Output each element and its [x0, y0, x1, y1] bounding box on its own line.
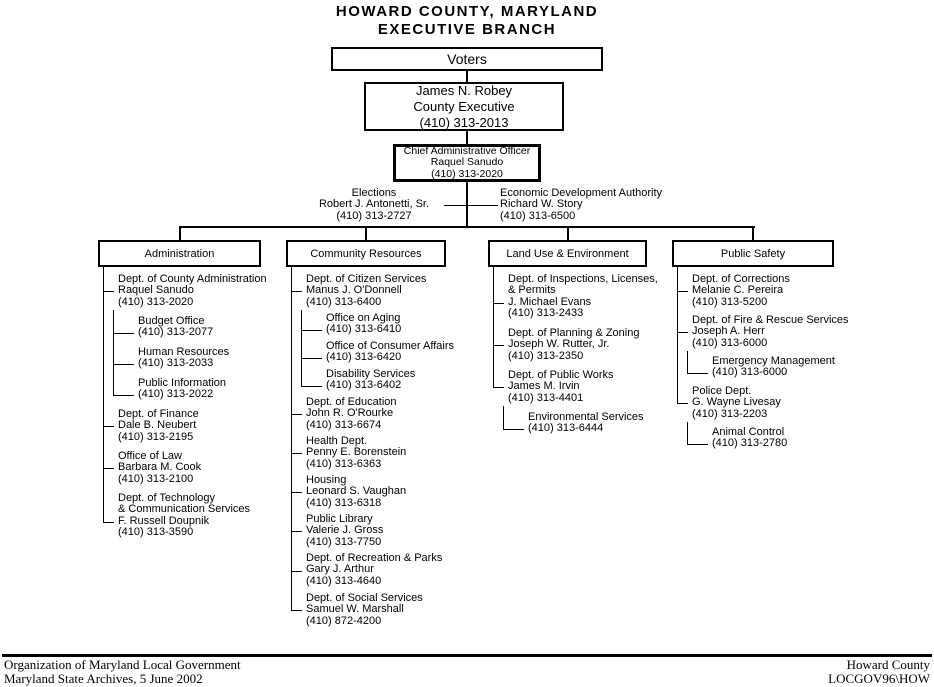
org-item-line: (410) 313-2022	[138, 388, 214, 401]
eda-label: Economic Development Authority	[500, 187, 663, 199]
connector-tick	[291, 414, 302, 415]
org-item-line: (410) 313-4401	[508, 391, 584, 404]
org-item-line: (410) 313-2350	[508, 349, 584, 362]
org-item-line: & Communication Services	[118, 503, 251, 516]
connector-voters-executive	[466, 71, 468, 82]
connector-tick	[301, 358, 322, 359]
connector-column-drop	[752, 226, 754, 240]
voters-box	[331, 47, 603, 71]
page-title	[0, 3, 934, 39]
org-item-line: Raquel Sanudo	[118, 284, 194, 297]
org-item-line: Animal Control	[712, 426, 785, 438]
org-item	[326, 341, 454, 364]
connector-tick	[291, 492, 302, 493]
org-item-line: Dept. of Recreation & Parks	[306, 552, 443, 564]
cao-name: Raquel Sanudo	[430, 156, 504, 169]
column-header-label: Community Resources	[310, 247, 422, 260]
connector-tick	[687, 373, 708, 374]
org-item-line: Health Dept.	[306, 435, 368, 447]
connector-tick	[687, 444, 708, 445]
org-item	[306, 593, 423, 627]
org-item-line: Emergency Management	[712, 355, 835, 367]
org-item-line: Office of Consumer Affairs	[326, 340, 454, 352]
column-header-box	[488, 240, 647, 267]
connector-column-drop	[567, 226, 569, 240]
elections-phone: (410) 313-2727	[336, 209, 412, 222]
executive-title: County Executive	[413, 98, 515, 114]
org-item-line: Dept. of Technology	[118, 492, 216, 504]
org-item-line: Housing	[306, 474, 347, 486]
footer-left	[4, 658, 241, 685]
org-item-line: (410) 313-2033	[138, 357, 214, 370]
connector-tick	[677, 332, 688, 333]
org-item-line: Dept. of Corrections	[692, 273, 790, 285]
org-item	[118, 493, 250, 539]
connector-eda-dash	[468, 205, 498, 206]
connector-tick	[301, 386, 322, 387]
org-item	[712, 427, 787, 450]
elections-label: Elections	[351, 187, 397, 199]
connector-column-drop	[365, 226, 367, 240]
org-item	[692, 274, 790, 308]
connector-tick	[103, 522, 114, 523]
org-item-line: (410) 313-6000	[712, 366, 788, 379]
org-item-line: Barbara M. Cook	[118, 461, 202, 474]
org-item	[508, 328, 639, 362]
org-item-line: Office of Law	[118, 450, 182, 462]
connector-tick	[113, 395, 134, 396]
org-item	[306, 475, 406, 509]
connector-tick	[291, 291, 302, 292]
org-item	[528, 412, 644, 435]
connector-sub-trunk	[503, 406, 504, 430]
org-item	[306, 553, 442, 587]
org-item-line: (410) 313-7750	[306, 535, 382, 548]
connector-elections-dash	[444, 205, 466, 206]
org-item	[138, 378, 226, 401]
footer-right	[828, 658, 930, 685]
column-header-box	[672, 240, 834, 267]
org-item-line: (410) 313-6402	[326, 379, 402, 392]
org-item	[306, 514, 383, 548]
org-item	[138, 316, 213, 339]
connector-tick	[493, 387, 504, 388]
connector-tick	[113, 333, 134, 334]
org-item-line: Human Resources	[138, 346, 230, 358]
org-item-line: (410) 313-2433	[508, 307, 584, 320]
org-item-line: (410) 313-2203	[692, 407, 768, 420]
org-item-line: Public Library	[306, 513, 373, 525]
org-item-line: Office on Aging	[326, 312, 401, 324]
org-item-line: Dept. of Finance	[118, 408, 199, 420]
org-item-line: (410) 313-2100	[118, 472, 194, 485]
org-item	[692, 315, 849, 349]
cao-box	[393, 144, 541, 182]
org-item	[326, 313, 401, 336]
org-item-line: Dept. of Education	[306, 396, 397, 408]
footer-left-line2: Maryland State Archives, 5 June 2002	[4, 670, 203, 686]
footer-left-line1: Organization of Maryland Local Government	[4, 657, 241, 672]
page-title-line2: EXECUTIVE BRANCH	[377, 21, 557, 38]
connector-tick	[493, 303, 504, 304]
org-item-line: Public Information	[138, 377, 227, 389]
org-item-line: Joseph A. Herr	[692, 325, 765, 338]
connector-tick	[677, 403, 688, 404]
cao-title: Chief Administrative Officer	[403, 144, 531, 157]
org-item-line: G. Wayne Livesay	[692, 396, 781, 409]
connector-tick	[103, 468, 114, 469]
org-item	[692, 386, 781, 420]
connector-tick	[677, 291, 688, 292]
org-item	[118, 409, 199, 443]
org-item-line: (410) 313-6420	[326, 351, 402, 364]
org-item	[138, 347, 229, 370]
org-item-line: Budget Office	[138, 315, 205, 327]
org-item-line: Joseph W. Rutter, Jr.	[508, 338, 610, 351]
connector-tick	[503, 429, 524, 430]
connector-tick	[301, 330, 322, 331]
org-item	[118, 274, 267, 308]
connector-sub-trunk	[301, 310, 302, 387]
connector-executive-cao	[466, 131, 468, 144]
org-item-line: Disability Services	[326, 368, 416, 380]
org-item-line: Leonard S. Vaughan	[306, 485, 407, 498]
org-item-line: Penny E. Borenstein	[306, 446, 407, 459]
org-item-line: (410) 313-6318	[306, 496, 382, 509]
org-item-line: (410) 313-6000	[692, 336, 768, 349]
cao-phone: (410) 313-2020	[431, 167, 503, 180]
org-item-line: Dept. of Planning & Zoning	[508, 327, 640, 339]
connector-column-drop	[179, 226, 181, 240]
org-item-line: Dept. of Citizen Services	[306, 273, 427, 285]
eda-phone: (410) 313-6500	[500, 209, 576, 222]
org-item-line: James M. Irvin	[508, 380, 580, 393]
connector-tick	[113, 364, 134, 365]
connector-tick	[291, 453, 302, 454]
org-item-line: John R. O'Rourke	[306, 407, 394, 420]
column-header-box	[98, 240, 261, 267]
org-item-line: (410) 313-6410	[326, 323, 402, 336]
column-header-label: Land Use & Environment	[506, 247, 629, 260]
page-title-line1: HOWARD COUNTY, MARYLAND	[335, 3, 599, 20]
executive-name: James N. Robey	[415, 82, 513, 98]
org-item	[118, 451, 201, 485]
connector-main-trunk	[677, 267, 678, 404]
economic-development-block	[500, 188, 662, 222]
elections-name: Robert J. Antonetti, Sr.	[318, 198, 430, 211]
column-header-box	[286, 240, 446, 267]
column-header-label: Administration	[144, 247, 215, 260]
column-header-label: Public Safety	[720, 247, 786, 260]
org-item-line: (410) 313-3590	[118, 526, 194, 539]
county-executive-box	[364, 82, 564, 131]
org-item-line: & Permits	[508, 284, 556, 297]
org-item-line: (410) 313-6444	[528, 422, 604, 435]
org-item-line: Valerie J. Gross	[306, 524, 384, 537]
connector-tick	[103, 426, 114, 427]
org-item-line: Gary J. Arthur	[306, 563, 374, 576]
connector-sub-trunk	[687, 422, 688, 445]
connector-tick	[493, 345, 504, 346]
org-item	[306, 436, 406, 470]
footer-right-line2: LOCGOV96\HOW	[828, 670, 930, 686]
org-item	[508, 274, 658, 320]
org-item-line: Melanie C. Pereira	[692, 284, 784, 297]
org-item-line: Manus J. O'Donnell	[306, 284, 402, 297]
org-item-line: Dept. of Inspections, Licenses,	[508, 273, 658, 285]
executive-phone: (410) 313-2013	[419, 114, 509, 130]
org-item-line: Environmental Services	[528, 411, 644, 423]
connector-main-trunk	[291, 267, 292, 611]
org-item-line: (410) 313-2077	[138, 326, 214, 339]
org-item-line: J. Michael Evans	[508, 295, 592, 308]
org-item-line: (410) 313-6400	[306, 295, 382, 308]
org-item	[306, 397, 397, 431]
connector-tick	[291, 531, 302, 532]
org-item-line: (410) 872-4200	[306, 614, 382, 627]
org-item	[712, 356, 835, 379]
org-item-line: Dept. of Social Services	[306, 592, 423, 604]
org-item-line: (410) 313-2020	[118, 295, 194, 308]
connector-main-trunk	[493, 267, 494, 388]
connector-tick	[291, 610, 302, 611]
org-item-line: F. Russell Doupnik	[118, 514, 210, 527]
org-item-line: Police Dept.	[692, 385, 752, 397]
eda-name: Richard W. Story	[500, 198, 583, 211]
org-item-line: Dept. of Public Works	[508, 369, 614, 381]
org-item-line: Samuel W. Marshall	[306, 603, 404, 616]
org-item	[508, 370, 614, 404]
org-item-line: (410) 313-6674	[306, 418, 382, 431]
org-item-line: Dept. of Fire & Rescue Services	[692, 314, 849, 326]
elections-block	[296, 188, 452, 222]
connector-sub-trunk	[113, 310, 114, 396]
org-item-line: Dept. of County Administration	[118, 273, 267, 285]
org-item-line: (410) 313-2780	[712, 437, 788, 450]
connector-main-trunk	[103, 267, 104, 523]
voters-label: Voters	[447, 51, 487, 67]
connector-tick	[103, 291, 114, 292]
connector-sub-trunk	[687, 351, 688, 374]
org-item	[326, 369, 415, 392]
connector-tick	[291, 571, 302, 572]
org-item	[306, 274, 426, 308]
org-item-line: Dale B. Neubert	[118, 419, 197, 432]
footer-right-line1: Howard County	[846, 657, 930, 672]
connector-distribution-line	[179, 226, 755, 228]
org-item-line: (410) 313-6363	[306, 457, 382, 470]
org-item-line: (410) 313-5200	[692, 295, 768, 308]
org-item-line: (410) 313-4640	[306, 574, 382, 587]
org-item-line: (410) 313-2195	[118, 430, 194, 443]
